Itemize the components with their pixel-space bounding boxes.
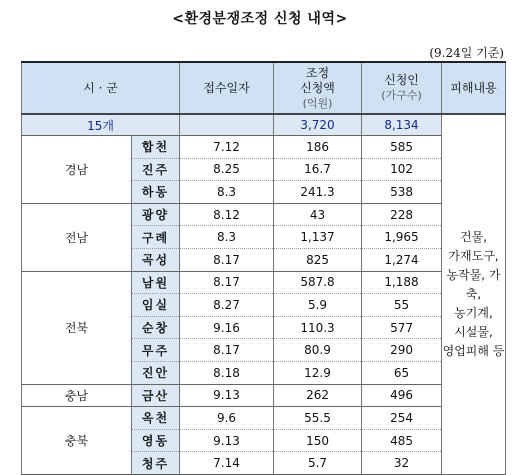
- amount-cell: 43: [274, 203, 362, 226]
- header-amount: [274, 62, 362, 114]
- impact-description: [442, 114, 506, 474]
- date-cell: 8.27: [180, 294, 274, 317]
- table-row: [22, 203, 506, 226]
- amount-cell: 150: [274, 429, 362, 452]
- province-cell: 충북: [22, 407, 132, 475]
- summary-date: [180, 114, 274, 136]
- header-region: 시 · 군: [22, 62, 180, 114]
- date-cell: 8.3: [180, 181, 274, 204]
- table-row: [22, 271, 506, 294]
- city-cell: 남원: [132, 271, 180, 294]
- date-cell: 9.13: [180, 429, 274, 452]
- header-applicants-unit: (가구수): [381, 89, 422, 102]
- province-cell: 전북: [22, 271, 132, 384]
- amount-cell: 55.5: [274, 407, 362, 430]
- city-cell: 금산: [132, 384, 180, 407]
- city-cell: 무주: [132, 339, 180, 362]
- date-cell: 7.14: [180, 452, 274, 475]
- city-cell: 청주: [132, 452, 180, 475]
- applicants-cell: 1,965: [362, 226, 442, 249]
- applicants-cell: 254: [362, 407, 442, 430]
- applicants-cell: 228: [362, 203, 442, 226]
- amount-cell: 80.9: [274, 339, 362, 362]
- impact-text: 건물, 가재도구, 농작물, 가축, 농기계, 시설물, 영업피해 등: [442, 229, 505, 358]
- amount-cell: 110.3: [274, 316, 362, 339]
- amount-cell: 587.8: [274, 271, 362, 294]
- applicants-cell: 538: [362, 181, 442, 204]
- applicants-cell: 1,274: [362, 248, 442, 271]
- header-amount-unit: (억원): [302, 96, 333, 110]
- amount-cell: 1,137: [274, 226, 362, 249]
- date-cell: 8.18: [180, 361, 274, 384]
- date-cell: 8.17: [180, 339, 274, 362]
- province-cell: 충남: [22, 384, 132, 407]
- city-cell: 진주: [132, 158, 180, 181]
- applicants-cell: 585: [362, 136, 442, 159]
- date-cell: 9.16: [180, 316, 274, 339]
- applicants-cell: 577: [362, 316, 442, 339]
- date-cell: 8.17: [180, 248, 274, 271]
- summary-row: [22, 114, 506, 136]
- amount-cell: 16.7: [274, 158, 362, 181]
- date-cell: 8.3: [180, 226, 274, 249]
- date-cell: 8.25: [180, 158, 274, 181]
- date-cell: 7.12: [180, 136, 274, 159]
- applicants-cell: 1,188: [362, 271, 442, 294]
- date-cell: 9.6: [180, 407, 274, 430]
- applicants-cell: 485: [362, 429, 442, 452]
- header-amount-label: 조정 신청액: [300, 65, 335, 95]
- header-applicants-label: 신청인: [384, 73, 419, 87]
- amount-cell: 186: [274, 136, 362, 159]
- city-cell: 임실: [132, 294, 180, 317]
- table-row: [22, 384, 506, 407]
- city-cell: 하동: [132, 181, 180, 204]
- city-cell: 합천: [132, 136, 180, 159]
- date-cell: 8.12: [180, 203, 274, 226]
- applicants-cell: 65: [362, 361, 442, 384]
- amount-cell: 5.9: [274, 294, 362, 317]
- date-cell: 9.13: [180, 384, 274, 407]
- summary-count: 15개: [22, 114, 180, 136]
- amount-cell: 825: [274, 248, 362, 271]
- amount-cell: 12.9: [274, 361, 362, 384]
- header-date: 접수일자: [180, 62, 274, 114]
- amount-cell: 241.3: [274, 181, 362, 204]
- province-cell: 전남: [22, 203, 132, 271]
- province-cell: 경남: [22, 136, 132, 204]
- city-cell: 구례: [132, 226, 180, 249]
- header-applicants: [362, 62, 442, 114]
- table-row: [22, 136, 506, 159]
- applicants-cell: 55: [362, 294, 442, 317]
- city-cell: 순창: [132, 316, 180, 339]
- dispute-table: [21, 61, 506, 475]
- city-cell: 옥천: [132, 407, 180, 430]
- amount-cell: 262: [274, 384, 362, 407]
- date-cell: 8.17: [180, 271, 274, 294]
- city-cell: 영동: [132, 429, 180, 452]
- table-row: [22, 407, 506, 430]
- city-cell: 광양: [132, 203, 180, 226]
- city-cell: 곡성: [132, 248, 180, 271]
- applicants-cell: 290: [362, 339, 442, 362]
- amount-cell: 5.7: [274, 452, 362, 475]
- summary-amount: 3,720: [274, 114, 362, 136]
- header-row: [22, 62, 506, 114]
- header-impact: 피해내용: [442, 62, 506, 114]
- summary-applicants: 8,134: [362, 114, 442, 136]
- city-cell: 진안: [132, 361, 180, 384]
- applicants-cell: 102: [362, 158, 442, 181]
- applicants-cell: 32: [362, 452, 442, 475]
- applicants-cell: 496: [362, 384, 442, 407]
- reference-date-note: (9.24일 기준): [429, 46, 504, 60]
- page-title: <환경분쟁조정 신청 내역>: [172, 11, 348, 27]
